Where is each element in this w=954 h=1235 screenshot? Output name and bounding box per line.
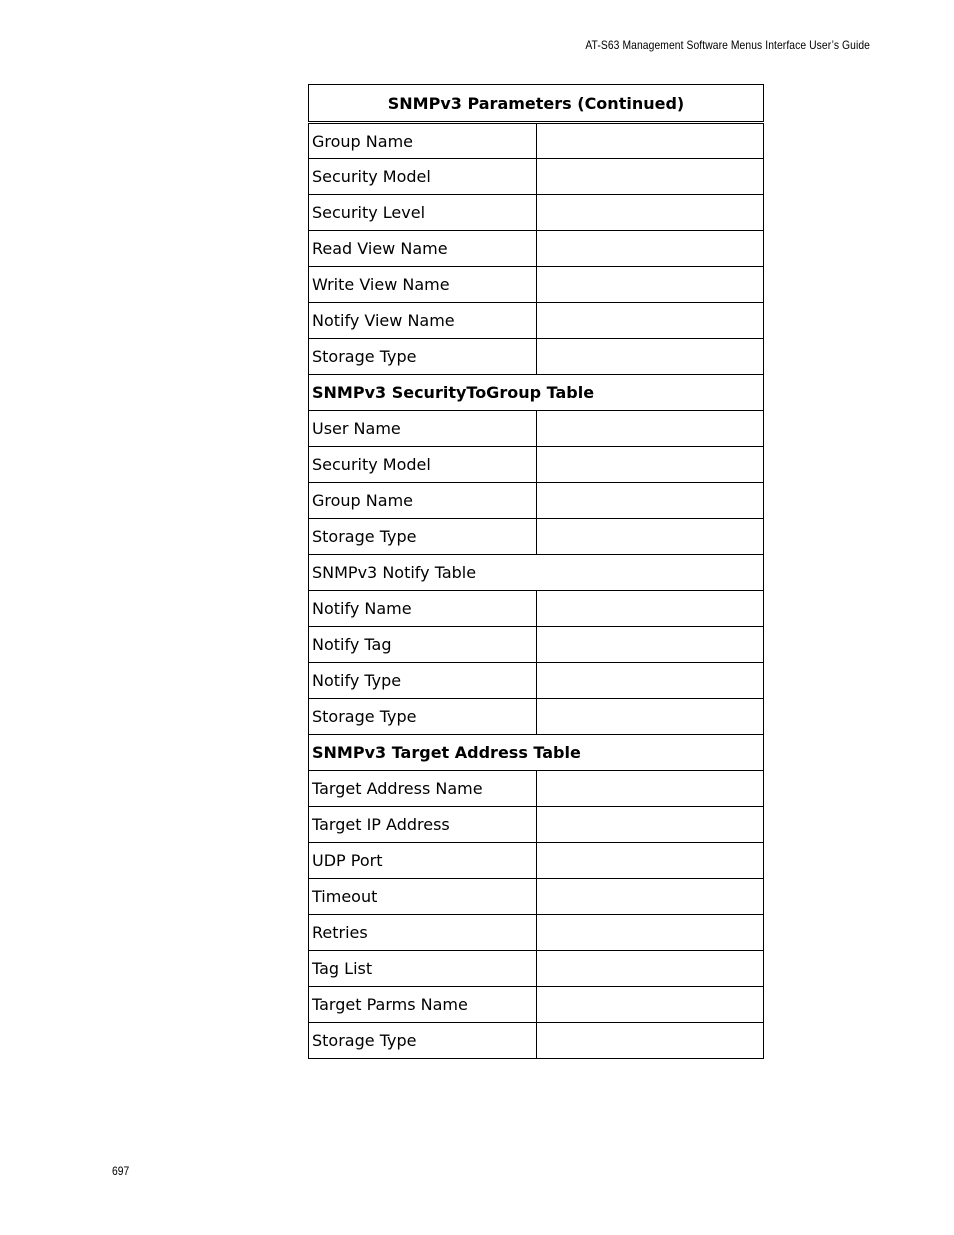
table-row [309,159,764,195]
section-header-row [309,375,764,411]
field-value-blank [536,591,764,627]
table-row [309,447,764,483]
table-row [309,123,764,159]
table-title-row [309,85,764,123]
field-value-blank [536,411,764,447]
field-value-blank [536,987,764,1023]
page-number: 697 [112,1164,130,1178]
field-label: Security Model [309,447,537,483]
field-label: Storage Type [309,699,537,735]
running-header: AT-S63 Management Software Menus Interface User’s Guide [585,38,870,52]
field-label: Timeout [309,879,537,915]
field-value-blank [536,915,764,951]
field-value-blank [536,483,764,519]
field-label: Storage Type [309,339,537,375]
field-label: Notify View Name [309,303,537,339]
table-row [309,951,764,987]
field-label: Notify Tag [309,627,537,663]
field-value-blank [536,627,764,663]
field-label: UDP Port [309,843,537,879]
section-header: SNMPv3 Notify Table [309,555,764,591]
field-value-blank [536,123,764,159]
table-row [309,231,764,267]
table-row [309,519,764,555]
table-title: SNMPv3 Parameters (Continued) [309,85,764,123]
field-label: Security Model [309,159,537,195]
table-row [309,303,764,339]
field-value-blank [536,1023,764,1059]
table-row [309,627,764,663]
field-label: Read View Name [309,231,537,267]
table-row [309,879,764,915]
table-row [309,843,764,879]
field-label: Storage Type [309,1023,537,1059]
section-header: SNMPv3 SecurityToGroup Table [309,375,764,411]
field-value-blank [536,447,764,483]
table-row [309,663,764,699]
section-header-row [309,735,764,771]
field-value-blank [536,519,764,555]
table-row [309,807,764,843]
field-value-blank [536,879,764,915]
table-row [309,699,764,735]
field-value-blank [536,267,764,303]
table-row [309,195,764,231]
table-row [309,267,764,303]
table-row [309,771,764,807]
field-value-blank [536,951,764,987]
section-header: SNMPv3 Target Address Table [309,735,764,771]
field-label: Storage Type [309,519,537,555]
field-label: Retries [309,915,537,951]
table-row [309,987,764,1023]
field-value-blank [536,699,764,735]
field-value-blank [536,663,764,699]
field-value-blank [536,771,764,807]
field-label: Target Parms Name [309,987,537,1023]
table-row [309,483,764,519]
field-value-blank [536,843,764,879]
field-value-blank [536,339,764,375]
field-label: Security Level [309,195,537,231]
field-label: Write View Name [309,267,537,303]
field-label: Group Name [309,123,537,159]
field-value-blank [536,231,764,267]
field-label: Target Address Name [309,771,537,807]
field-label: Target IP Address [309,807,537,843]
field-value-blank [536,159,764,195]
field-label: Notify Type [309,663,537,699]
field-label: Notify Name [309,591,537,627]
field-value-blank [536,807,764,843]
field-label: User Name [309,411,537,447]
table-body [309,85,764,1059]
table-row [309,411,764,447]
snmpv3-parameters-table [308,84,764,1059]
table-row [309,591,764,627]
field-label: Group Name [309,483,537,519]
section-header-row [309,555,764,591]
field-value-blank [536,195,764,231]
table-row [309,1023,764,1059]
field-label: Tag List [309,951,537,987]
table-row [309,339,764,375]
field-value-blank [536,303,764,339]
table-row [309,915,764,951]
